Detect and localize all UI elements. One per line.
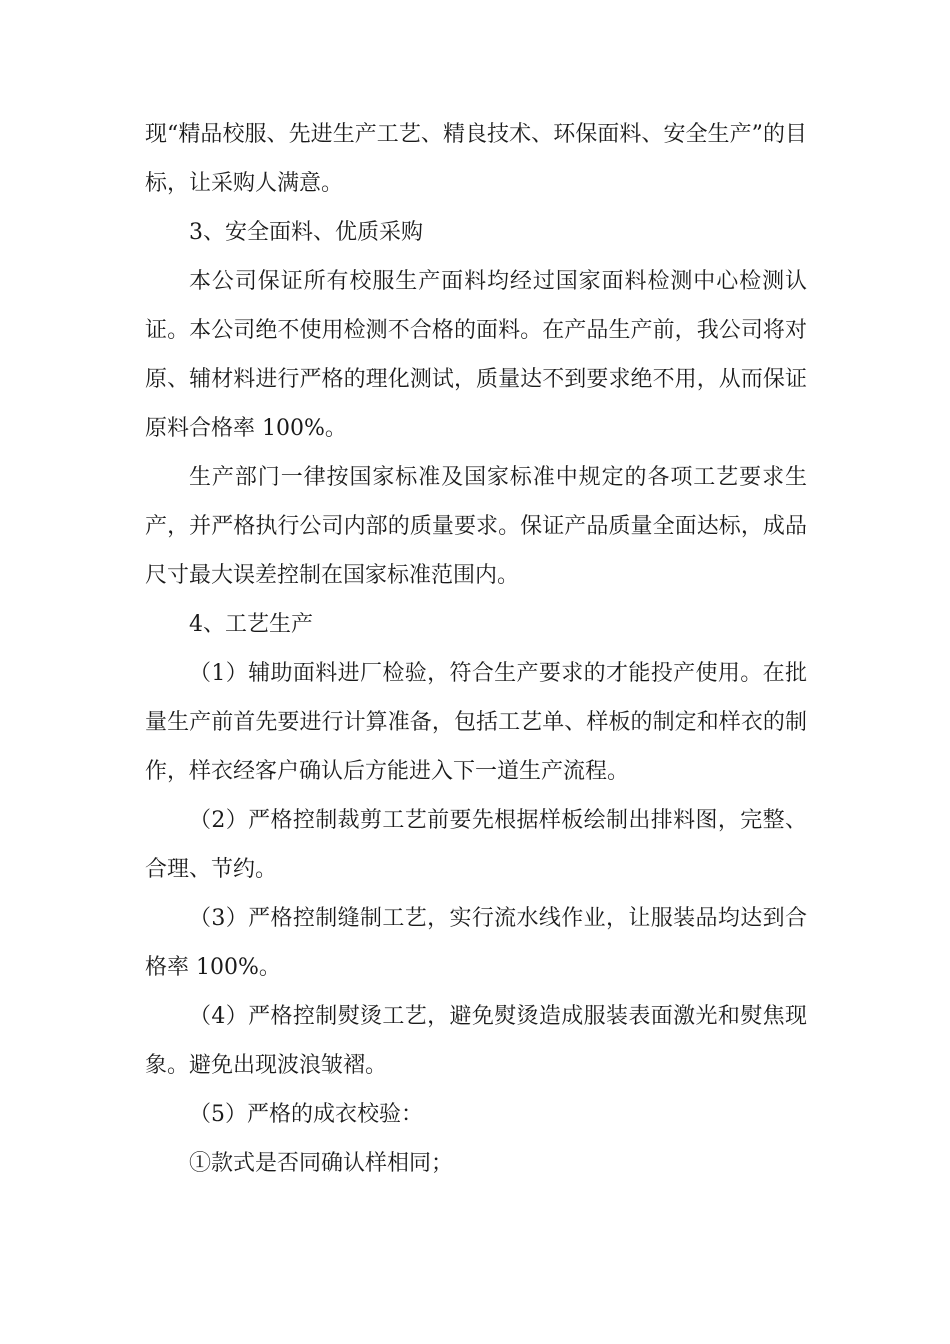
document-page [145, 110, 807, 1188]
heading-safe-fabric: 3、安全面料、优质采购 [189, 220, 423, 245]
list-item-2: （2）严格控制裁剪工艺前要先根据样板绘制出排料图，完整、合理、节约。 [145, 808, 807, 882]
list-item-3: （3）严格控制缝制工艺，实行流水线作业，让服装品均达到合格率 100%。 [145, 906, 807, 980]
list-item-4: （4）严格控制熨烫工艺，避免熨烫造成服装表面激光和熨焦现象。避免出现波浪皱褶。 [145, 1004, 807, 1078]
heading-process-production: 4、工艺生产 [189, 612, 313, 637]
list-item-5: （5）严格的成衣校验： [189, 1102, 423, 1127]
list-item-1: （1）辅助面料进厂检验，符合生产要求的才能投产使用。在批量生产前首先要进行计算准备，包括工艺单、样板的制定和样衣的制作，样衣经客户确认后方能进入下一道生产流程。 [145, 661, 807, 784]
sub-item-1: ①款式是否同确认样相同； [189, 1151, 454, 1176]
paragraph-continuation: 现“精品校服、先进生产工艺、精良技术、环保面料、安全生产”的目标，让采购人满意。 [145, 122, 807, 196]
paragraph-production-standards: 生产部门一律按国家标准及国家标准中规定的各项工艺要求生产，并严格执行公司内部的质量要求。保证产品质量全面达标，成品尺寸最大误差控制在国家标准范围内。 [145, 465, 807, 588]
paragraph-fabric-certification: 本公司保证所有校服生产面料均经过国家面料检测中心检测认证。本公司绝不使用检测不合格的面料。在产品生产前，我公司将对原、辅材料进行严格的理化测试，质量达不到要求绝不用，从而保证原料合格率 100%。 [145, 269, 807, 441]
